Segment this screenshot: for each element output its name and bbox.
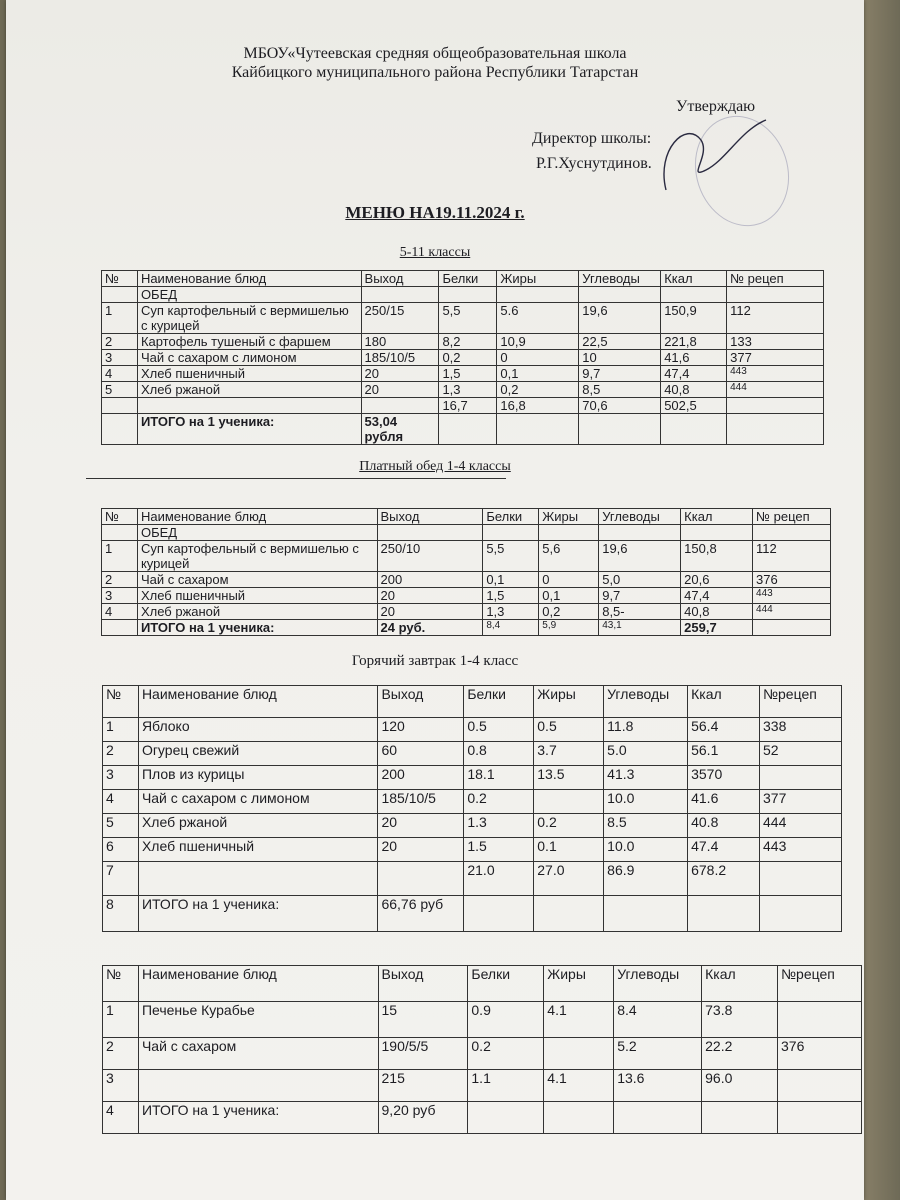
cell: 0.2 [468,1038,544,1070]
cell: 200 [377,572,483,588]
cell: 8.5 [604,814,688,838]
table-row [103,742,842,766]
group-row [102,287,824,303]
section1-subtitle: 5-11 классы [399,245,471,260]
cell: 11.8 [604,718,688,742]
cell: 5,5 [439,303,497,334]
cell: Печенье Курабье [138,1002,378,1038]
total-carbs: 13.6 [614,1070,702,1102]
table-header-row [102,271,824,287]
cell: 10,9 [497,334,579,350]
section2-subtitle: Платный обед 1-4 классы [359,459,511,474]
cell: Суп картофельный с вермишелью с курицей [137,303,361,334]
director-signature [646,110,776,200]
col-header: Жиры [544,966,614,1002]
table-row [102,334,824,350]
cell: 4 [102,366,138,382]
total-protein: 16,7 [439,398,497,414]
cell: 20 [377,588,483,604]
cell: 15 [378,1002,468,1038]
cell: 1,3 [439,382,497,398]
col-header: Ккал [702,966,778,1002]
cell: 10.0 [604,838,688,862]
total-protein: 1.1 [468,1070,544,1102]
col-header: № [102,271,138,287]
table-row [102,303,824,334]
col-header: Ккал [661,271,727,287]
cell: 0.2 [464,790,534,814]
total-kcal: 259,7 [681,620,753,636]
total-kcal: 678.2 [688,862,760,896]
totals-row [102,398,824,414]
cell: 8 [103,896,139,932]
cell: 377 [760,790,842,814]
col-header: Наименование блюд [138,966,378,1002]
cell: 444 [753,604,831,620]
col-header: Ккал [688,686,760,718]
cell: 0,1 [497,366,579,382]
cell: 150,8 [681,541,753,572]
cell: 1 [102,541,138,572]
cell: 60 [378,742,464,766]
table-row [102,350,824,366]
cell: 5 [102,382,138,398]
col-header: Углеводы [579,271,661,287]
cell: 4 [103,1102,139,1134]
cell: 4 [102,604,138,620]
menu-table-snack [102,965,862,1134]
cell: 2 [103,742,139,766]
itogo-value: 53,04 рубля [361,414,439,445]
cell: 1,3 [483,604,539,620]
cell: 8,2 [439,334,497,350]
cell: Плов из курицы [138,766,378,790]
menu-table-hot-breakfast [102,685,842,932]
col-header: Наименование блюд [137,509,377,525]
cell: 150,9 [661,303,727,334]
total-protein: 21.0 [464,862,534,896]
cell: 0.1 [534,838,604,862]
cell: Чай с сахаром [137,572,377,588]
col-header: Выход [378,966,468,1002]
cell: 133 [727,334,824,350]
cell: Яблоко [138,718,378,742]
cell: 5.6 [497,303,579,334]
approve-label: Утверждаю [676,98,756,115]
cell: 1 [103,1002,139,1038]
table-row [102,541,831,572]
itogo-value: 9,20 руб [378,1102,468,1134]
cell: 444 [760,814,842,838]
cell: 47,4 [661,366,727,382]
itogo-label: ИТОГО на 1 ученика: [137,414,361,445]
cell: 9,7 [579,366,661,382]
cell [544,1038,614,1070]
table-header-row [103,966,862,1002]
cell: 8,5 [579,382,661,398]
cell: 10 [579,350,661,366]
cell: 444 [727,382,824,398]
cell: 250/15 [361,303,439,334]
cell: 20 [361,366,439,382]
table-row [103,790,842,814]
table-row [102,572,831,588]
cell: 0 [539,572,599,588]
cell: 3.7 [534,742,604,766]
table-row [103,814,842,838]
group-label: ОБЕД [137,525,377,541]
col-header: № рецеп [727,271,824,287]
cell: 47,4 [681,588,753,604]
table-row [102,382,824,398]
table-row [103,766,842,790]
col-header: № [103,966,139,1002]
cell: 1,5 [439,366,497,382]
cell: 13.5 [534,766,604,790]
cell: Суп картофельный с вермишелью с курицей [137,541,377,572]
cell: 40.8 [688,814,760,838]
total-fat: 5,9 [539,620,599,636]
cell: 4.1 [544,1002,614,1038]
col-header: Наименование блюд [137,271,361,287]
cell: Чай с сахаром [138,1038,378,1070]
table-row [102,588,831,604]
cell: Чай с сахаром с лимоном [138,790,378,814]
cell: 112 [753,541,831,572]
cell: 120 [378,718,464,742]
cell: 22,5 [579,334,661,350]
total-fat: 4.1 [544,1070,614,1102]
cell: 3570 [688,766,760,790]
cell: 221,8 [661,334,727,350]
cell: 5,0 [599,572,681,588]
total-kcal: 502,5 [661,398,727,414]
col-header: Белки [468,966,544,1002]
group-row [102,525,831,541]
menu-title: МЕНЮ НА19.11.2024 г. [345,203,525,222]
table-row [102,366,824,382]
cell: 250/10 [377,541,483,572]
col-header: Углеводы [604,686,688,718]
cell: 0,2 [539,604,599,620]
org-name-line1: МБОУ«Чутеевская средняя общеобразовательная школа [243,45,627,62]
cell: 1 [102,303,138,334]
col-header: Жиры [497,271,579,287]
col-header: №рецеп [778,966,862,1002]
col-header: Белки [464,686,534,718]
col-header: Белки [439,271,497,287]
col-header: Жиры [539,509,599,525]
cell: 22.2 [702,1038,778,1070]
itogo-row [102,620,831,636]
cell: 200 [378,766,464,790]
cell: 20,6 [681,572,753,588]
cell: 7 [103,862,139,896]
director-label: Директор школы: [532,130,652,147]
cell: Хлеб ржаной [137,604,377,620]
cell: 4 [103,790,139,814]
itogo-row [103,896,842,932]
cell: 0 [497,350,579,366]
cell: 443 [727,366,824,382]
cell [778,1002,862,1038]
cell: 10.0 [604,790,688,814]
cell: 377 [727,350,824,366]
cell: 6 [103,838,139,862]
cell: 5 [103,814,139,838]
cell: 20 [378,838,464,862]
cell: 185/10/5 [361,350,439,366]
cell: 20 [377,604,483,620]
cell: 338 [760,718,842,742]
col-header: № рецеп [753,509,831,525]
cell: 2 [103,1038,139,1070]
col-header: Наименование блюд [138,686,378,718]
total-kcal: 96.0 [702,1070,778,1102]
total-protein: 8,4 [483,620,539,636]
totals-row [103,1070,862,1102]
cell: 56.4 [688,718,760,742]
cell: 1,5 [483,588,539,604]
cell: 0.5 [534,718,604,742]
cell: 376 [753,572,831,588]
cell: 0,2 [497,382,579,398]
cell: 41.6 [688,790,760,814]
cell: 8.4 [614,1002,702,1038]
table-row [103,838,842,862]
table-row [103,1038,862,1070]
cell: 18.1 [464,766,534,790]
cell: 180 [361,334,439,350]
col-header: Углеводы [599,509,681,525]
cell: Хлеб пшеничный [138,838,378,862]
cell: 47.4 [688,838,760,862]
col-header: Белки [483,509,539,525]
col-header: № [103,686,139,718]
org-name-line2: Кайбицкого муниципального района Республики Татарстан [231,64,639,81]
divider [86,478,506,479]
itogo-row [103,1102,862,1134]
cell: 0.8 [464,742,534,766]
menu-table-paid-lunch [101,508,831,636]
cell: 112 [727,303,824,334]
total-carbs: 70,6 [579,398,661,414]
cell: 20 [378,814,464,838]
cell [760,766,842,790]
cell: 5.2 [614,1038,702,1070]
cell: 443 [753,588,831,604]
cell: 19,6 [599,541,681,572]
cell: 56.1 [688,742,760,766]
section3-subtitle: Горячий завтрак 1-4 класс [351,653,519,669]
cell: 0,1 [539,588,599,604]
itogo-label: ИТОГО на 1 ученика: [138,1102,378,1134]
cell: Огурец свежий [138,742,378,766]
total-fat: 27.0 [534,862,604,896]
cell: 40,8 [661,382,727,398]
col-header: № [102,509,138,525]
cell: Хлеб пшеничный [137,366,361,382]
cell [534,790,604,814]
cell: 5,5 [483,541,539,572]
cell: 41.3 [604,766,688,790]
cell: Хлеб пшеничный [137,588,377,604]
cell: Чай с сахаром с лимоном [137,350,361,366]
cell: 376 [778,1038,862,1070]
director-name: Р.Г.Хуснутдинов. [536,155,652,172]
total-carbs: 43,1 [599,620,681,636]
cell: 52 [760,742,842,766]
cell: 443 [760,838,842,862]
table-row [102,604,831,620]
col-header: Выход [378,686,464,718]
cell: 0,2 [439,350,497,366]
col-header: Углеводы [614,966,702,1002]
col-header: Ккал [681,509,753,525]
cell: 3 [103,766,139,790]
table-row [103,718,842,742]
total-fat: 16,8 [497,398,579,414]
col-header: Выход [361,271,439,287]
cell: 5.0 [604,742,688,766]
cell: 8,5- [599,604,681,620]
cell: 3 [102,350,138,366]
cell: 41,6 [661,350,727,366]
total-weight: 215 [378,1070,468,1102]
cell: 5,6 [539,541,599,572]
cell: 190/5/5 [378,1038,468,1070]
cell: 2 [102,334,138,350]
cell: Картофель тушеный с фаршем [137,334,361,350]
cell: 0,1 [483,572,539,588]
cell: 19,6 [579,303,661,334]
cell: 73.8 [702,1002,778,1038]
cell: Хлеб ржаной [137,382,361,398]
table-header-row [103,686,842,718]
cell: 20 [361,382,439,398]
menu-table-5-11 [101,270,824,445]
col-header: Выход [377,509,483,525]
cell: 2 [102,572,138,588]
col-header: Жиры [534,686,604,718]
itogo-label: ИТОГО на 1 ученика: [137,620,377,636]
cell: 0.5 [464,718,534,742]
cell: 1 [103,718,139,742]
itogo-value: 24 руб. [377,620,483,636]
photo-background [860,0,900,1200]
cell: 1.5 [464,838,534,862]
total-carbs: 86.9 [604,862,688,896]
itogo-row [102,414,824,445]
totals-row [103,862,842,896]
itogo-label: ИТОГО на 1 ученика: [138,896,378,932]
cell: 9,7 [599,588,681,604]
cell: 0.9 [468,1002,544,1038]
group-label: ОБЕД [137,287,361,303]
table-row [103,1002,862,1038]
cell: 40,8 [681,604,753,620]
col-header: №рецеп [760,686,842,718]
table-header-row [102,509,831,525]
cell: 185/10/5 [378,790,464,814]
menu-sheet [6,0,864,1200]
cell: 1.3 [464,814,534,838]
cell: 0.2 [534,814,604,838]
cell: Хлеб ржаной [138,814,378,838]
cell: 3 [103,1070,139,1102]
cell: 3 [102,588,138,604]
itogo-value: 66,76 руб [378,896,464,932]
